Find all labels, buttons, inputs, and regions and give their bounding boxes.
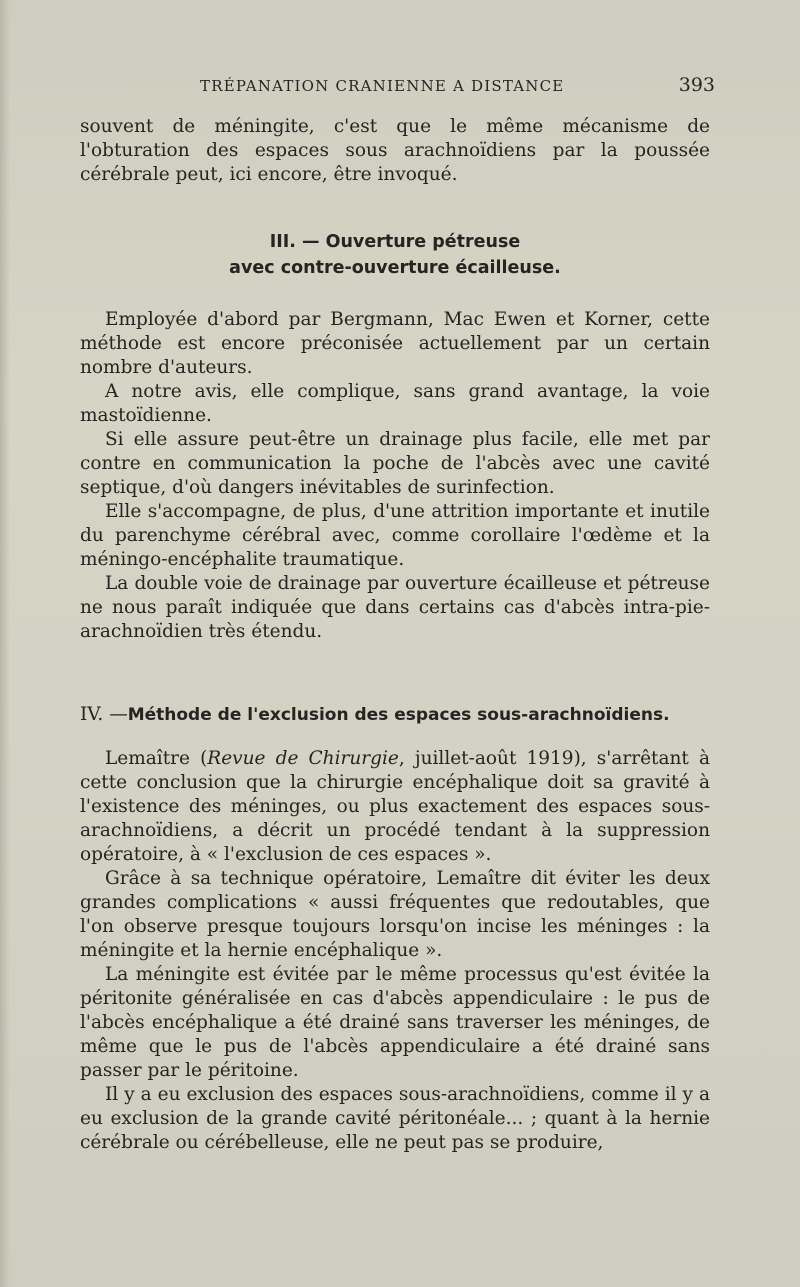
paragraph: Elle s'accompagne, de plus, d'une attrition importante et inutile du parenchyme cérébral avec, comme corollaire l'œdème et la méningo-encéphalite traumatique. bbox=[80, 501, 710, 570]
paragraph: La méningite est évitée par le même processus qu'est évitée la péritonite généralisée en cas d'abcès appendiculaire : le pus de l'abcès encéphalique a été drainé sans traverser les méninges, de même que le pus de l'abcès appendiculaire a été drainé sans passer par le péritoine. bbox=[80, 964, 710, 1081]
journal-title: Revue de Chirurgie bbox=[207, 748, 399, 769]
page-number: 393 bbox=[678, 74, 715, 96]
running-title: TRÉPANATION CRANIENNE A DISTANCE bbox=[200, 77, 565, 95]
paragraph: A notre avis, elle complique, sans grand avantage, la voie mastoïdienne. bbox=[80, 381, 710, 426]
text-run: , juillet-août 1919), s'arrêtant à cette conclusion que la chirurgie encéphalique doit sa gravité à l'existence des méninges, ou plus exactement des espaces sous-arachnoïdiens, a décrit un procédé tendant à la suppression opératoire, à « l'exclusion de ces espaces ». bbox=[80, 748, 711, 865]
section-iii-body bbox=[80, 308, 710, 644]
paragraph bbox=[80, 747, 710, 867]
text-run: Lemaître ( bbox=[105, 748, 208, 769]
paragraph: souvent de méningite, c'est que le même mécanisme de l'obturation des espaces sous arachnoïdiens par la poussée cérébrale peut, ici encore, être invoqué. bbox=[80, 116, 710, 185]
paragraph: La double voie de drainage par ouverture écailleuse et pétreuse ne nous paraît indiquée que dans certains cas d'abcès intra-pie-arachnoïdien très étendu. bbox=[80, 573, 710, 642]
section-title: Méthode de l'exclusion des espaces sous-arachnoïdiens. bbox=[127, 705, 670, 725]
section-heading-iii bbox=[80, 229, 710, 281]
section-heading-line: III. — Ouverture pétreuse bbox=[269, 232, 521, 252]
section-heading-iv bbox=[80, 703, 720, 727]
section-iv-body bbox=[80, 747, 710, 1155]
section-heading-line: avec contre-ouverture écailleuse. bbox=[229, 258, 561, 278]
page-edge-shadow bbox=[0, 0, 10, 1287]
paragraph: Employée d'abord par Bergmann, Mac Ewen et Korner, cette méthode est encore préconisée actuellement par un certain nombre d'auteurs. bbox=[80, 309, 710, 378]
paragraph: Il y a eu exclusion des espaces sous-arachnoïdiens, comme il y a eu exclusion de la grande cavité péritonéale... ; quant à la hernie cérébrale ou cérébelleuse, elle ne peut pas se produire, bbox=[80, 1084, 710, 1153]
continuation-block bbox=[80, 115, 710, 187]
paragraph: Si elle assure peut-être un drainage plus facile, elle met par contre en communication la poche de l'abcès avec une cavité septique, d'où dangers inévitables de surinfection. bbox=[80, 429, 710, 498]
section-number: IV. — bbox=[80, 704, 128, 725]
paragraph: Grâce à sa technique opératoire, Lemaître dit éviter les deux grandes complications « aussi fréquentes que redoutables, que l'on observe presque toujours lorsqu'on incise les méninges : la méningite et la hernie encéphalique ». bbox=[80, 868, 710, 961]
page-header bbox=[200, 74, 715, 98]
